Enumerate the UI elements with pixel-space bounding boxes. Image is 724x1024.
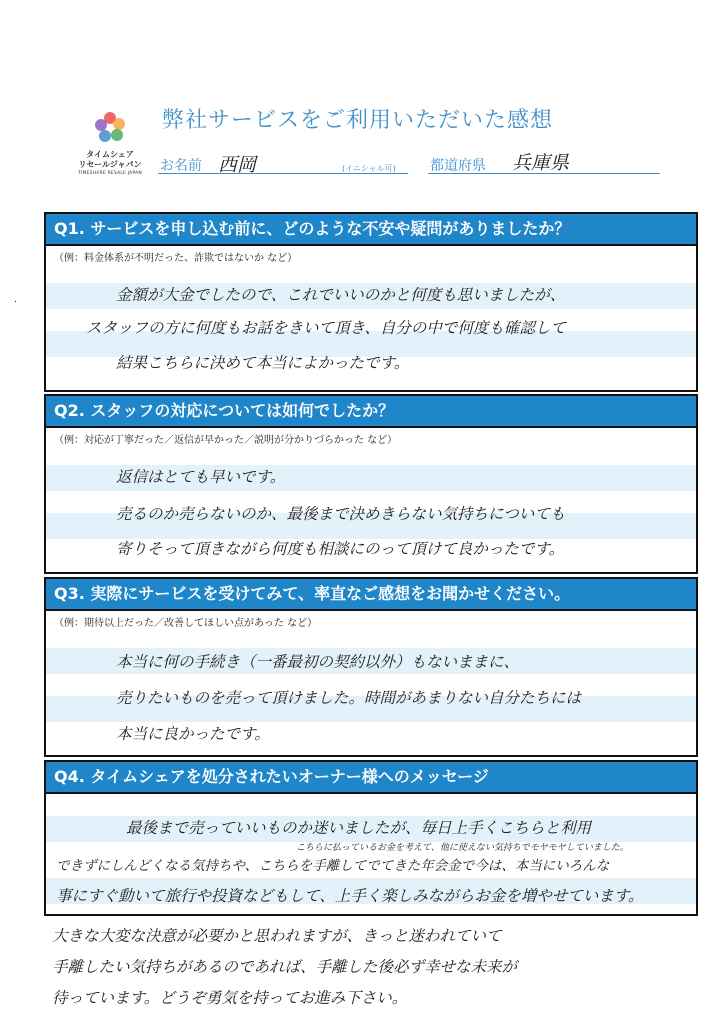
prefecture-underline (428, 173, 660, 174)
prefecture-value: 兵庫県 (512, 152, 570, 174)
answer-line: 返信はとても早いです。 (116, 468, 286, 486)
question-box-q1 (44, 212, 698, 392)
question-heading-q3: Q3. 実際にサービスを受けてみて、率直なご感想をお聞かせください。 (46, 579, 696, 611)
closing-line: 大きな大変な決意が必要かと思われますが、きっと迷われていて (52, 927, 502, 945)
name-value: 西岡 (218, 154, 257, 176)
question-example-q2: （例：対応が丁寧だった／返信が早かった／説明が分かりづらかった など） (54, 435, 398, 446)
logo-text-line2: リセールジャパン (78, 160, 142, 169)
answer-line: 結果こちらに決めて本当によかったです。 (116, 354, 410, 372)
answer-line: 最後まで売っていいものか迷いましたが、毎日上手くこちらと利用 (126, 819, 592, 837)
closing-line: 待っています。どうぞ勇気を持ってお進み下さい。 (52, 989, 408, 1007)
prefecture-label: 都道府県 (430, 158, 486, 174)
name-underline (158, 173, 408, 174)
question-example-q1: （例：料金体系が不明だった、詐欺ではないか など） (54, 253, 298, 264)
answer-line: できずにしんどくなる気持ちや、こちらを手離してでてきた年会金で今は、本当にいろんな (56, 858, 610, 874)
company-logo (60, 112, 160, 177)
question-box-q2 (44, 394, 698, 574)
logo-text-line1: タイムシェア (86, 150, 134, 159)
name-note: (イニシャル可) (342, 164, 396, 173)
page-title: 弊社サービスをご利用いただいた感想 (162, 108, 554, 133)
answer-line: 寄りそって頂きながら何度も相談にのって頂けて良かったです。 (116, 540, 565, 558)
answer-line: 売るのか売らないのか、最後まで決めきらない気持ちについても (116, 505, 566, 523)
margin-mark: · (14, 297, 18, 308)
logo-text-line3: TIMESHARE RESALE JAPAN (78, 171, 142, 176)
question-heading-q2: Q2. スタッフの対応については如何でしたか？ (46, 396, 696, 428)
logo-mark-icon (93, 112, 127, 146)
answer-line: スタッフの方に何度もお話をきいて頂き、自分の中で何度も確認して (86, 319, 566, 337)
answer-line: 売りたいものを売って頂けました。時間があまりない自分たちには (116, 689, 582, 707)
question-example-q3: （例：期待以上だった／改善してほしい点があった など） (54, 618, 318, 629)
question-heading-q4: Q4. タイムシェアを処分されたいオーナー様へのメッセージ (46, 762, 696, 794)
answer-line: 本当に良かったです。 (116, 725, 270, 743)
closing-line: 手離したい気持ちがあるのであれば、手離した後必ず幸せな未来が (52, 958, 518, 976)
answer-line: 事にすぐ動いて旅行や投資などもして、上手く楽しみながらお金を増やせています。 (56, 887, 644, 905)
question-box-q4 (44, 760, 698, 916)
inserted-note: こちらに払っているお金を考えて、他に使えない気持ちでモヤモヤしていました。 (296, 843, 629, 853)
question-box-q3 (44, 577, 698, 757)
question-heading-q1: Q1. サービスを申し込む前に、どのような不安や疑問がありましたか？ (46, 214, 696, 246)
name-label: お名前 (160, 158, 202, 174)
answer-line: 金額が大金でしたので、これでいいのかと何度も思いましたが、 (116, 286, 566, 304)
answer-line: 本当に何の手続き（一番最初の契約以外）もないままに、 (116, 653, 520, 671)
